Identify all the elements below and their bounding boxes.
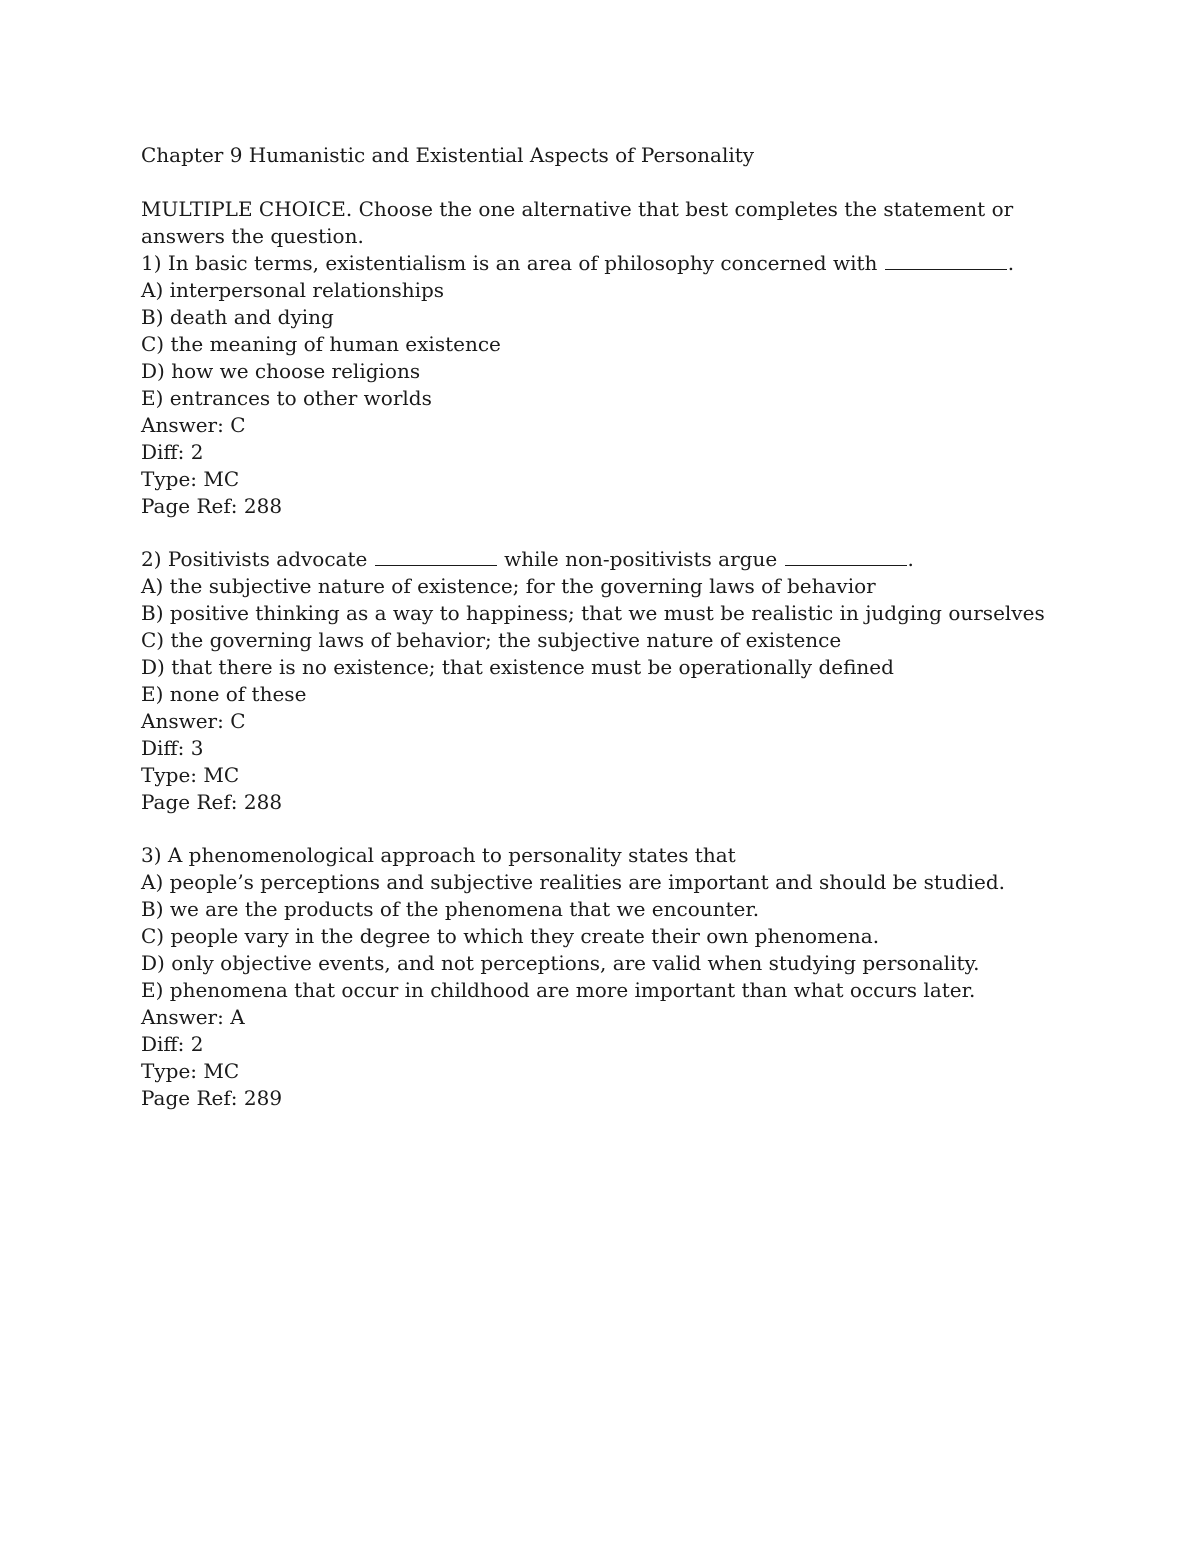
option-a: A) interpersonal relationships (141, 278, 445, 302)
question-1 (141, 250, 1051, 520)
type-line: Type: MC (141, 763, 240, 787)
option-a: A) people’s perceptions and subjective realities are important and should be studied. (141, 870, 1006, 894)
option-e: E) none of these (141, 682, 307, 706)
page-ref-line: Page Ref: 288 (141, 790, 283, 814)
option-d: D) only objective events, and not perceptions, are valid when studying personality. (141, 951, 980, 975)
answer-blank (375, 564, 497, 566)
question-2 (141, 546, 1051, 816)
question-stem: 3) A phenomenological approach to personality states that (141, 843, 736, 867)
option-b: B) we are the products of the phenomena that we encounter. (141, 897, 760, 921)
answer-line: Answer: C (141, 709, 246, 733)
answer-blank (785, 564, 907, 566)
option-e: E) entrances to other worlds (141, 386, 432, 410)
type-line: Type: MC (141, 1059, 240, 1083)
page-ref-line: Page Ref: 289 (141, 1086, 283, 1110)
type-line: Type: MC (141, 467, 240, 491)
answer-line: Answer: A (141, 1005, 245, 1029)
option-b: B) positive thinking as a way to happiness; that we must be realistic in judging ourselves (141, 601, 1045, 625)
answer-blank (885, 268, 1007, 270)
question-stem: 2) Positivists advocate while non-positivists argue . (141, 547, 914, 571)
answer-line: Answer: C (141, 413, 246, 437)
option-a: A) the subjective nature of existence; for the governing laws of behavior (141, 574, 876, 598)
option-c: C) the meaning of human existence (141, 332, 501, 356)
option-c: C) people vary in the degree to which they create their own phenomena. (141, 924, 880, 948)
page-title: Chapter 9 Humanistic and Existential Aspects of Personality (141, 143, 755, 167)
question-stem: 1) In basic terms, existentialism is an area of philosophy concerned with . (141, 251, 1015, 275)
page-ref-line: Page Ref: 288 (141, 494, 283, 518)
question-3 (141, 842, 1051, 1112)
option-d: D) how we choose religions (141, 359, 421, 383)
difficulty-line: Diff: 2 (141, 1032, 204, 1056)
instructions-text: MULTIPLE CHOICE. Choose the one alternative that best completes the statement or answers the question. (141, 197, 1014, 248)
option-b: B) death and dying (141, 305, 334, 329)
document-page (141, 142, 1051, 1112)
difficulty-line: Diff: 2 (141, 440, 204, 464)
option-d: D) that there is no existence; that existence must be operationally defined (141, 655, 894, 679)
option-e: E) phenomena that occur in childhood are more important than what occurs later. (141, 978, 976, 1002)
difficulty-line: Diff: 3 (141, 736, 204, 760)
option-c: C) the governing laws of behavior; the subjective nature of existence (141, 628, 842, 652)
